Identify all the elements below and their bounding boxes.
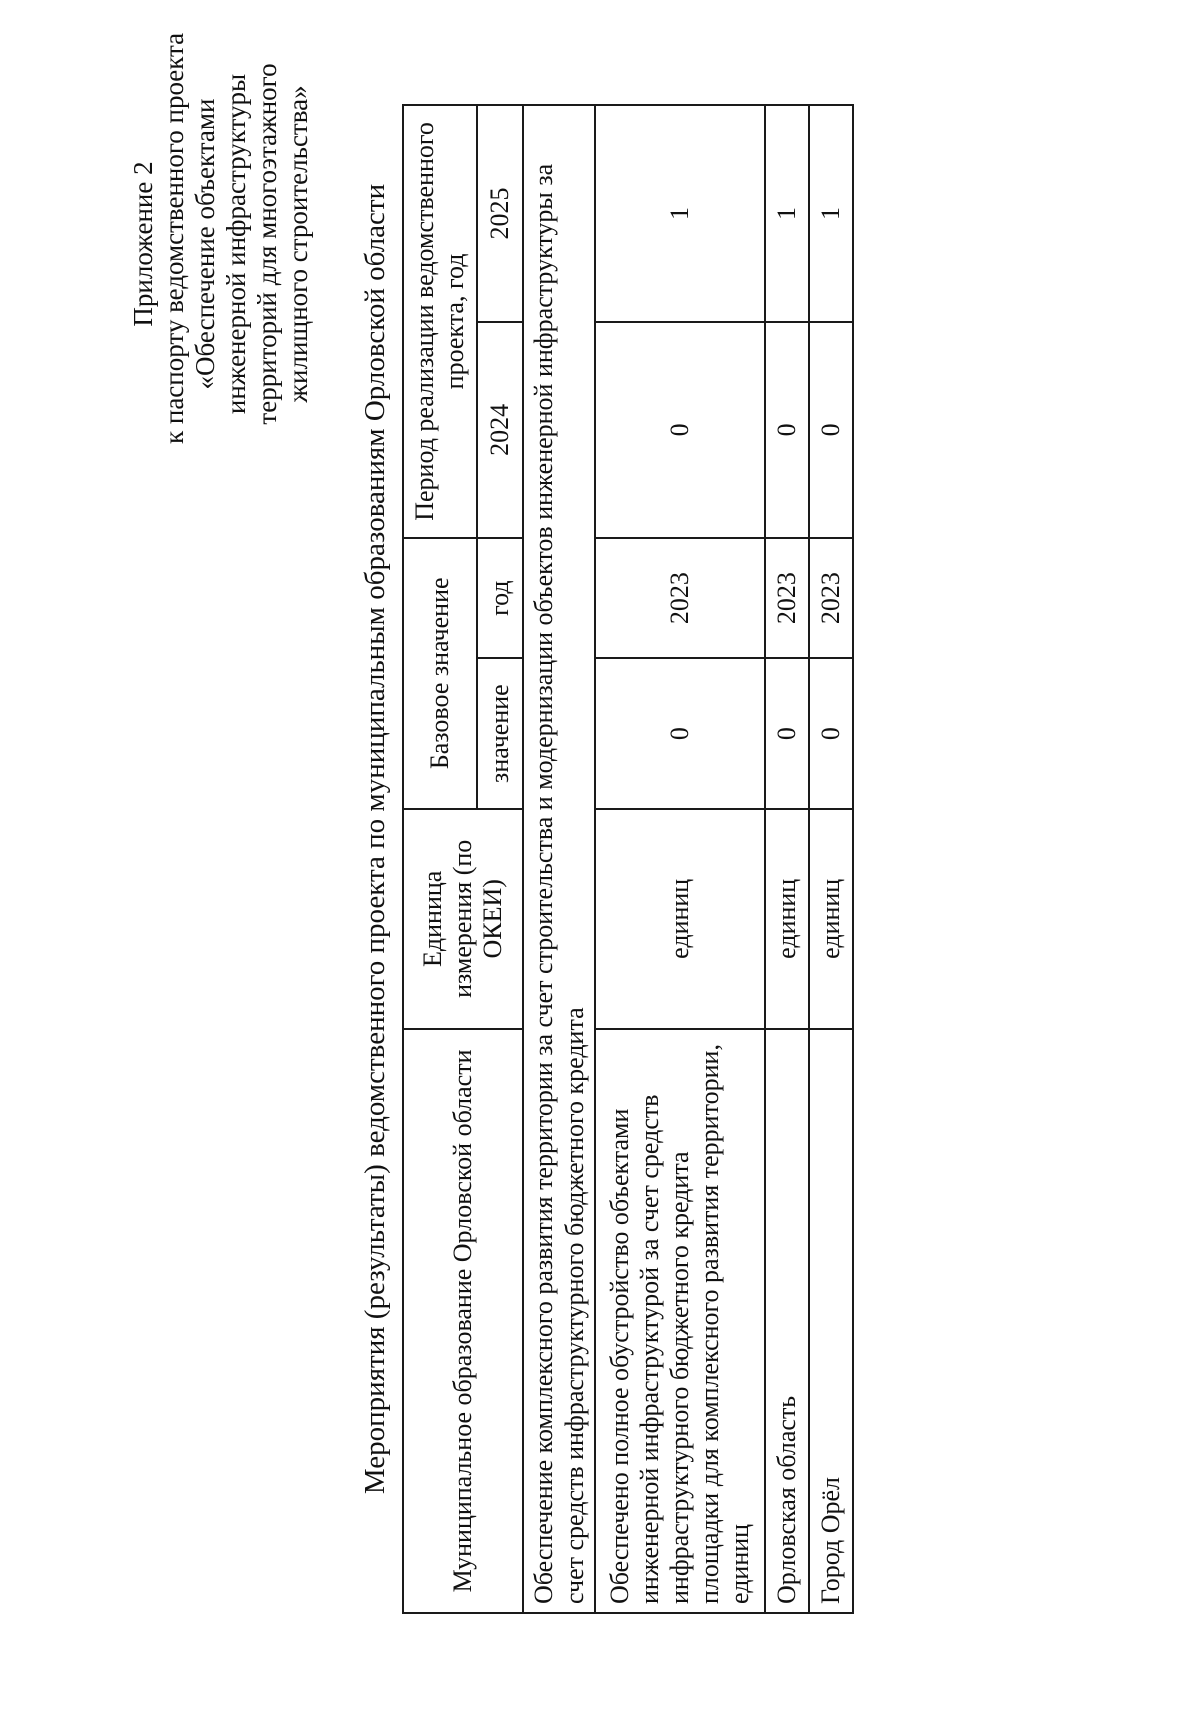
results-table [402,104,854,1614]
table-row [809,105,853,1613]
appendix-line-6: жилищного строительства» [283,85,313,403]
row-name: Обеспечено полное обустройство объектами инженерной инфраструктурой за счет средств инфраструктурного бюджетного кредита площадки для комплексного развития территории, единиц [595,1029,765,1613]
header-year-2024: 2024 [477,322,523,538]
row-value-2024: 0 [765,322,809,538]
row-value-2024: 0 [809,322,853,538]
table-row [595,105,765,1613]
table-header-row [403,105,477,1613]
row-base-year: 2023 [765,538,809,659]
task-description: Обеспечение комплексного развития территории за счет строительства и модернизации объектов инженерной инфраструктуры за счет средств инфраструктурного бюджетного кредита [523,105,595,1613]
header-municipality: Муниципальное образование Орловской области [403,1029,523,1613]
row-value-2025: 1 [765,105,809,322]
row-unit: единиц [809,809,853,1029]
header-base-value: Базовое значение [403,538,477,809]
header-period: Период реализации ведомственного проекта, год [403,105,477,538]
header-year-2025: 2025 [477,105,523,322]
appendix-line-2: к паспорту ведомственного проекта [159,32,189,444]
row-value-2025: 1 [595,105,765,322]
row-unit: единиц [595,809,765,1029]
header-value: значение [477,658,523,808]
row-unit: единиц [765,809,809,1029]
appendix-header [128,32,314,444]
row-value-2025: 1 [809,105,853,322]
appendix-line-1: Приложение 2 [128,161,158,327]
row-value-2024: 0 [595,322,765,538]
row-base-value: 0 [809,658,853,808]
document-title: Мероприятия (результаты) ведомственного проекта по муниципальным образованиям Орловской области [359,183,391,1495]
appendix-line-3: «Обеспечение объектами [190,98,220,390]
table-row [765,105,809,1613]
row-name: Орловская область [765,1029,809,1613]
task-row [523,105,595,1613]
row-base-value: 0 [765,658,809,808]
header-unit: Единица измерения (по ОКЕИ) [403,809,523,1029]
row-base-year: 2023 [595,538,765,659]
appendix-line-5: территорий для многоэтажного [252,63,282,425]
header-year: год [477,538,523,659]
row-name: Город Орёл [809,1029,853,1613]
appendix-line-4: инженерной инфраструктуры [221,73,251,415]
row-base-value: 0 [595,658,765,808]
row-base-year: 2023 [809,538,853,659]
